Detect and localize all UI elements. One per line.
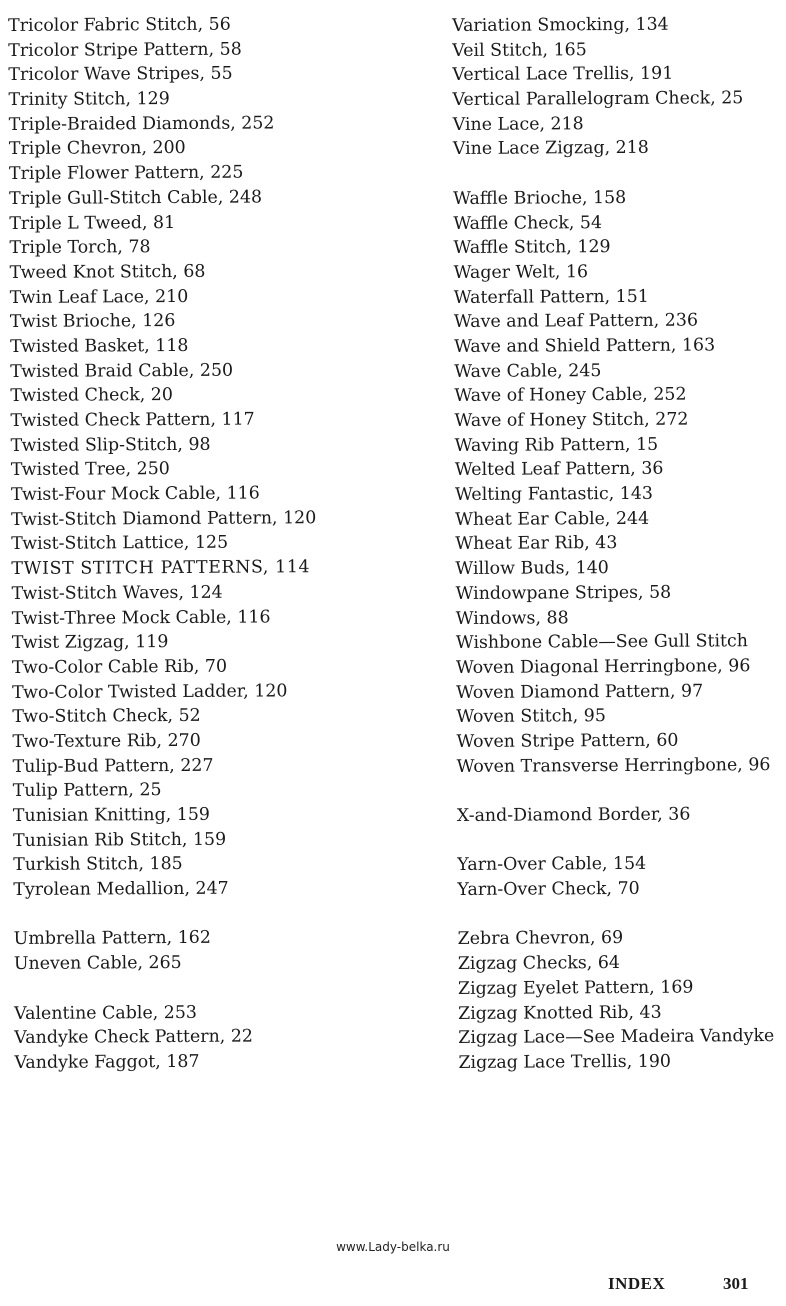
index-entry: Yarn-Over Check, 70: [457, 878, 640, 901]
index-entry: Umbrella Pattern, 162: [13, 928, 211, 950]
index-entry: Tunisian Rib Stitch, 159: [12, 829, 227, 851]
index-entry: Wave and Shield Pattern, 163: [453, 335, 716, 357]
index-entry: Windows, 88: [455, 607, 569, 629]
index-entry: Welted Leaf Pattern, 36: [454, 459, 664, 481]
index-entry: Tunisian Knitting, 159: [12, 804, 210, 826]
letter-group-gap: [13, 900, 393, 927]
index-entry: Twist Zigzag, 119: [11, 632, 169, 654]
index-entry: Waving Rib Pattern, 15: [454, 434, 659, 456]
index-entry: Zigzag Lace Trellis, 190: [458, 1051, 671, 1073]
index-entry: Vandyke Faggot, 187: [14, 1051, 200, 1073]
letter-group-gap: [457, 901, 786, 928]
index-entry: Woven Transverse Herringbone, 96: [456, 754, 771, 777]
index-entry: Wheat Ear Rib, 43: [455, 533, 618, 555]
index-entry: Two-Texture Rib, 270: [12, 730, 201, 752]
index-entry: Wave Cable, 245: [454, 360, 602, 382]
letter-group-gap: [14, 974, 394, 1001]
index-entry: Turkish Stitch, 185: [13, 854, 183, 876]
index-entry: Woven Diamond Pattern, 97: [456, 681, 704, 703]
index-entry: Twist-Three Mock Cable, 116: [11, 606, 271, 629]
index-entry: Wishbone Cable—See Gull Stitch: [455, 631, 748, 654]
index-entry: Wave and Leaf Pattern, 236: [453, 310, 699, 333]
index-entry: Triple-Braided Diamonds, 252: [8, 113, 275, 135]
index-column-left: [8, 12, 394, 1076]
index-entry: Zigzag Knotted Rib, 43: [458, 1002, 662, 1024]
index-entry: Woven Stitch, 95: [456, 706, 606, 728]
page-number: 301: [723, 1274, 749, 1293]
index-entry: Wheat Ear Cable, 244: [455, 508, 650, 530]
index-entry: Twin Leaf Lace, 210: [9, 286, 189, 308]
index-entry: Valentine Cable, 253: [14, 1002, 198, 1024]
index-entry: Welting Fantastic, 143: [454, 483, 653, 506]
index-entry: Twisted Check Pattern, 117: [10, 409, 255, 431]
index-entry: Triple Torch, 78: [9, 237, 151, 259]
index-entry: Variation Smocking, 134: [452, 14, 669, 36]
index-entry: Vertical Lace Trellis, 191: [452, 64, 674, 86]
index-entry: Windowpane Stripes, 58: [455, 582, 672, 604]
running-footer-section: INDEX: [608, 1274, 666, 1293]
index-entry: Tricolor Wave Stripes, 55: [8, 64, 233, 86]
watermark-url: www.Lady-belka.ru: [336, 1240, 450, 1254]
index-entry: Vandyke Check Pattern, 22: [14, 1026, 254, 1049]
index-entry: Waterfall Pattern, 151: [453, 286, 649, 308]
index-entry: Yarn-Over Cable, 154: [457, 854, 647, 876]
index-entry: Trinity Stitch, 129: [8, 89, 170, 111]
index-entry: Waffle Brioche, 158: [453, 187, 627, 209]
index-entry: Twist-Stitch Diamond Pattern, 120: [11, 507, 317, 530]
index-entry: Two-Color Cable Rib, 70: [11, 656, 228, 678]
index-entry: Zigzag Checks, 64: [457, 953, 621, 975]
index-entry: Twisted Basket, 118: [9, 335, 189, 357]
index-entry: Triple Chevron, 200: [8, 138, 186, 160]
index-entry: Wager Welt, 16: [453, 262, 589, 283]
index-entry: Tweed Knot Stitch, 68: [9, 261, 206, 283]
index-entry: Twist-Four Mock Cable, 116: [10, 483, 260, 506]
index-entry: Vertical Parallelogram Check, 25: [452, 88, 744, 111]
index-entry: Twisted Tree, 250: [10, 459, 170, 481]
index-entry: Triple L Tweed, 81: [9, 212, 176, 234]
index-entry: Veil Stitch, 165: [452, 39, 587, 61]
index-entry: Tulip Pattern, 25: [12, 780, 162, 802]
index-entry: Zigzag Eyelet Pattern, 169: [457, 977, 694, 999]
index-entry: Twisted Check, 20: [10, 385, 173, 407]
index-entry: Zebra Chevron, 69: [457, 928, 624, 950]
index-entry: Twist-Stitch Waves, 124: [11, 582, 223, 604]
index-entry: Twist-Stitch Lattice, 125: [11, 533, 229, 555]
index-entry: Twisted Slip-Stitch, 98: [10, 434, 211, 456]
index-entry: Woven Stripe Pattern, 60: [456, 730, 679, 752]
index-column-right: [452, 12, 786, 1076]
index-entry: Woven Diagonal Herringbone, 96: [455, 656, 751, 678]
index-entry: Tricolor Fabric Stitch, 56: [8, 14, 231, 36]
index-entry: Two-Stitch Check, 52: [12, 706, 201, 728]
index-entry: Triple Gull-Stitch Cable, 248: [9, 187, 263, 209]
index-entry: Wave of Honey Cable, 252: [454, 384, 687, 407]
letter-group-gap: [457, 777, 786, 804]
index-entry: Uneven Cable, 265: [13, 953, 182, 975]
index-entry: Twisted Braid Cable, 250: [10, 360, 234, 382]
index-entry: Vine Lace, 218: [452, 113, 584, 135]
letter-group-gap: [457, 827, 786, 854]
index-entry: TWIST STITCH PATTERNS, 114: [11, 557, 311, 580]
index-entry: Tricolor Stripe Pattern, 58: [8, 39, 242, 61]
index-entry: Tyrolean Medallion, 247: [13, 878, 229, 901]
index-entry: Wave of Honey Stitch, 272: [454, 409, 689, 431]
index-entry: Waffle Check, 54: [453, 212, 603, 234]
index-entry: Zigzag Lace—See Madeira Vandyke: [458, 1026, 775, 1049]
index-entry: Two-Color Twisted Ladder, 120: [12, 680, 288, 703]
index-entry: Waffle Stitch, 129: [453, 237, 611, 259]
index-entry: Vine Lace Zigzag, 218: [452, 138, 649, 160]
index-entry: Willow Buds, 140: [455, 558, 609, 580]
index-entry: X-and-Diamond Border, 36: [456, 804, 691, 826]
letter-group-gap: [453, 160, 786, 187]
index-entry: Tulip-Bud Pattern, 227: [12, 755, 214, 777]
index-entry: Triple Flower Pattern, 225: [8, 162, 244, 185]
index-entry: Twist Brioche, 126: [9, 311, 176, 333]
